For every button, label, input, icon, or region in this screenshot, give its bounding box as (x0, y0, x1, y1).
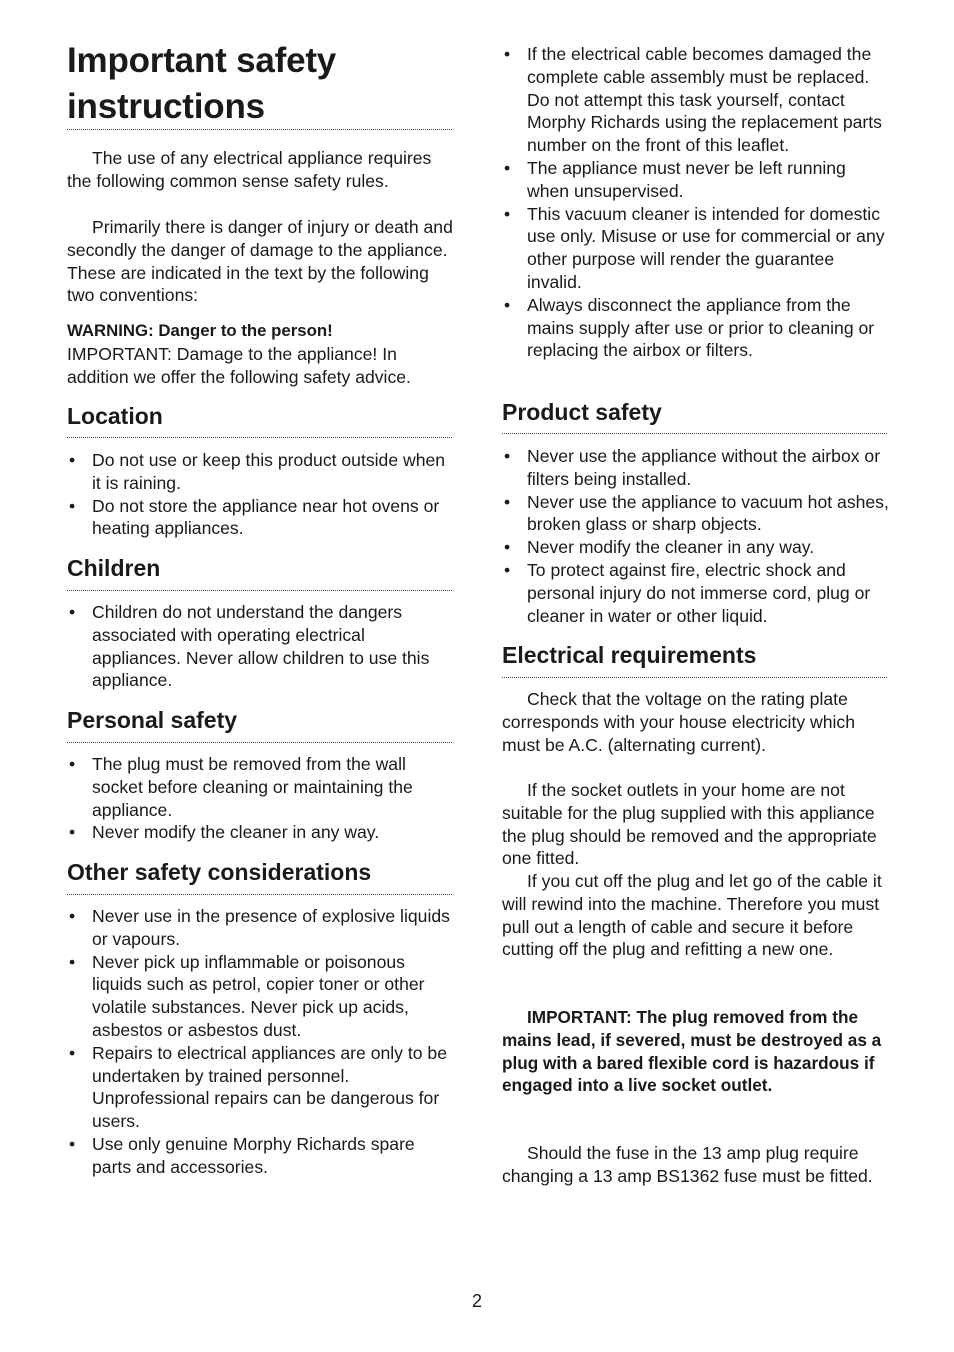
section-heading-children: Children (67, 555, 161, 581)
list-item: • This vacuum cleaner is intended for domestic use only. Misuse or use for commercial or any other purpose will render the guarantee invalid. (504, 203, 885, 292)
section-rule (502, 433, 887, 434)
important-convention: IMPORTANT: Damage to the appliance! In addition we offer the following safety advice. (67, 343, 411, 387)
list-item: • The appliance must never be left running when unsupervised. (504, 157, 846, 201)
general-safety-list (502, 43, 892, 362)
title-rule (67, 129, 452, 130)
intro-warning-block (67, 319, 457, 388)
list-item: • Never use the appliance to vacuum hot ashes, broken glass or sharp objects. (504, 491, 889, 535)
section-rule (67, 437, 452, 438)
section-heading-location: Location (67, 403, 163, 429)
location-list (67, 449, 457, 540)
section-heading-product-safety: Product safety (502, 399, 662, 425)
electrical-important-note: IMPORTANT: The plug removed from the mains lead, if severed, must be destroyed as a plug with a bared flexible cord is hazardous if engaged into a live socket outlet. (502, 1007, 882, 1096)
list-item: • Always disconnect the appliance from the mains supply after use or prior to cleaning or replacing the airbox or filters. (504, 294, 875, 361)
list-item: • Use only genuine Morphy Richards spare parts and accessories. (69, 1133, 415, 1177)
other-safety-list (67, 905, 457, 1179)
product-safety-list (502, 445, 892, 627)
list-item: • Never modify the cleaner in any way. (504, 537, 815, 558)
personal-safety-list (67, 753, 457, 844)
electrical-paragraph-2: If the socket outlets in your home are not suitable for the plug supplied with this appliance the plug should be removed and the appropriate one fitted. (502, 780, 877, 869)
section-heading-personal-safety: Personal safety (67, 707, 238, 733)
fuse-paragraph: Should the fuse in the 13 amp plug require changing a 13 amp BS1362 fuse must be fitted. (502, 1143, 873, 1186)
list-item: • Never modify the cleaner in any way. (69, 822, 380, 843)
section-rule (67, 742, 452, 743)
electrical-paragraph-3: If you cut off the plug and let go of the cable it will rewind into the machine. Therefore you must pull out a length of cable and secure it before cutting off the plug and refitting a new one. (502, 871, 882, 960)
electrical-paragraph-1: Check that the voltage on the rating plate corresponds with your house electricity which must be A.C. (alternating current). (502, 689, 856, 755)
list-item: • Never pick up inflammable or poisonous liquids such as petrol, copier toner or other volatile substances. Never pick up acids, asbestos or asbestos dust. (69, 951, 425, 1040)
list-item: • Repairs to electrical appliances are only to be undertaken by trained personnel. Unprofessional repairs can be dangerous for users. (69, 1042, 448, 1132)
list-item: • Never use in the presence of explosive liquids or vapours. (69, 906, 450, 949)
list-item: • Never use the appliance without the airbox or filters being installed. (504, 446, 881, 489)
page-title: Important safety instructions (67, 41, 337, 126)
children-list (67, 601, 457, 692)
intro-paragraph-2: Primarily there is danger of injury or death and secondly the danger of damage to the appliance. These are indicated in the text by the following two conventions: (67, 217, 453, 306)
section-heading-other-safety: Other safety considerations (67, 859, 372, 885)
section-rule (502, 677, 887, 678)
list-item: • Children do not understand the dangers associated with operating electrical appliances. Never allow children to use this appliance. (69, 602, 430, 691)
section-rule (67, 894, 452, 895)
warning-convention: WARNING: Danger to the person! (67, 321, 333, 340)
list-item: • The plug must be removed from the wall socket before cleaning or maintaining the appliance. (69, 754, 413, 820)
section-heading-electrical: Electrical requirements (502, 642, 757, 668)
list-item: • To protect against fire, electric shock and personal injury do not immerse cord, plug or cleaner in water or other liquid. (504, 559, 871, 626)
section-rule (67, 590, 452, 591)
page-number: 2 (471, 1291, 482, 1311)
list-item: • If the electrical cable becomes damaged the complete cable assembly must be replaced. Do not attempt this task yourself, contact Morphy Richards using the replacement parts number on the front of this leaflet. (504, 44, 882, 156)
intro-paragraph-1: The use of any electrical appliance requires the following common sense safety rules. (67, 148, 432, 191)
list-item: • Do not store the appliance near hot ovens or heating appliances. (69, 495, 440, 539)
list-item: • Do not use or keep this product outside when it is raining. (69, 450, 446, 493)
